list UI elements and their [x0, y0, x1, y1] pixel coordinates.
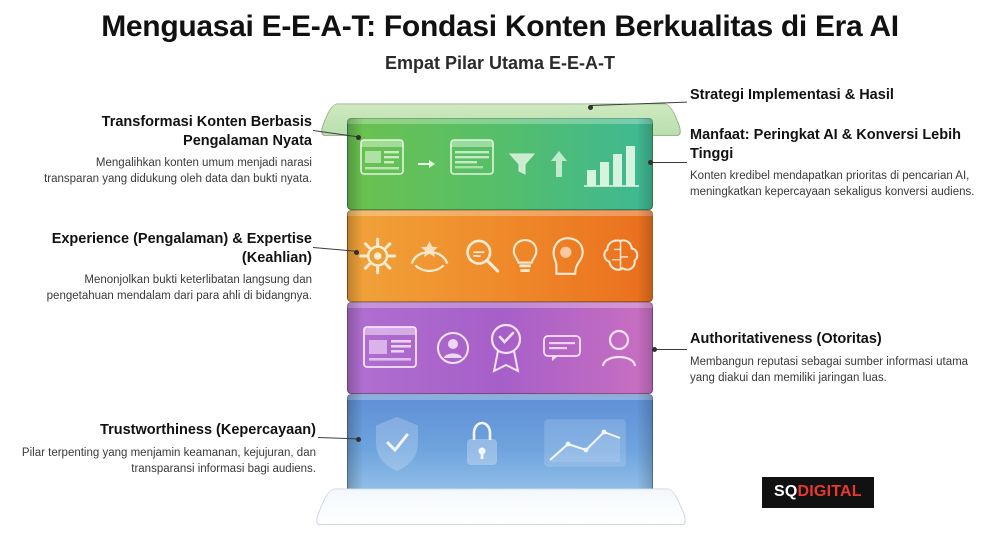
document-icon [449, 136, 495, 192]
callout-strategi-implementasi [690, 86, 980, 105]
callout-description: Mengalihkan konten umum menjadi narasi transparan yang didukung oleh data dan bukti nyata. [44, 157, 312, 186]
user-circle-icon [436, 331, 470, 365]
layer-rim [347, 394, 653, 400]
layer-icons [357, 402, 643, 486]
page-title: Menguasai E-E-A-T: Fondasi Konten Berkualitas di Era AI [101, 10, 899, 43]
callout-trustworthiness [18, 421, 316, 477]
layer-icons [357, 310, 643, 386]
award-ribbon-icon [486, 321, 526, 375]
head-profile-icon [547, 233, 590, 279]
leader-dot-authority [652, 347, 657, 352]
magnifier-icon [461, 234, 502, 278]
funnel-icon [507, 151, 537, 177]
callout-experience-expertise [40, 230, 312, 305]
callout-heading: Transformasi Konten Berbasis Pengalaman Nyata [101, 114, 312, 149]
page-subtitle: Empat Pilar Utama E-E-A-T [384, 53, 616, 73]
stack-layer-experience[interactable] [347, 118, 653, 210]
up-arrow-icon [548, 149, 570, 179]
leader-line-authority [655, 349, 687, 350]
gear-icon [357, 234, 398, 278]
callout-heading: Experience (Pengalaman) & Expertise (Keahlian) [51, 231, 312, 266]
user-profile-icon [599, 326, 639, 370]
brand-logo [762, 477, 874, 508]
callout-description: Membangun reputasi sebagai sumber informasi utama yang diakui dan memiliki jaringan luas. [690, 355, 969, 384]
bar-chart-icon [581, 138, 641, 190]
leader-line-manfaat [651, 162, 687, 163]
shield-icon [372, 415, 422, 473]
layer-rim [347, 118, 653, 124]
callout-authoritativeness [690, 330, 980, 386]
callout-heading: Manfaat: Peringkat AI & Konversi Lebih Tinggi [690, 127, 961, 162]
stack-layer-expertise[interactable] [347, 210, 653, 302]
callout-description: Konten kredibel mendapatkan prioritas di pencarian AI, meningkatkan kepercayaan sekaligus konversi audiens. [690, 170, 975, 199]
layer-rim [347, 302, 653, 308]
layer-rim [347, 210, 653, 216]
layer-icons [357, 126, 643, 202]
stack-layer-trustworthiness[interactable] [347, 394, 653, 494]
hands-icon [406, 234, 453, 278]
callout-heading: Authoritativeness (Otoritas) [690, 331, 882, 347]
callout-manfaat [690, 126, 982, 201]
callout-description: Menonjolkan bukti keterlibatan langsung dan pengetahuan mendalam dari para ahli di bidangnya. [46, 274, 312, 303]
leader-dot-transformasi [356, 135, 361, 140]
callout-heading: Trustworthiness (Kepercayaan) [100, 422, 316, 438]
logo-text-digital: DIGITAL [797, 483, 862, 500]
stack-base [313, 489, 690, 526]
browser-window-icon [361, 323, 419, 373]
document-icon [359, 136, 405, 192]
lock-icon [461, 418, 503, 470]
brain-icon [598, 233, 643, 279]
stack-layer-authoritativeness[interactable] [347, 302, 653, 394]
line-chart-icon [542, 416, 628, 472]
callout-transformasi-konten [40, 113, 312, 188]
eeat-stack [325, 92, 675, 522]
lightbulb-icon [511, 235, 539, 277]
callout-description: Pilar terpenting yang menjamin keamanan, kejujuran, dan transparansi informasi bagi audiens. [21, 446, 316, 475]
logo-text-sq: SQ [774, 483, 798, 500]
chat-bubble-icon [542, 333, 582, 363]
leader-dot-trust [356, 437, 361, 442]
leader-dot-experience [354, 250, 359, 255]
leader-dot-manfaat [648, 160, 653, 165]
layer-icons [357, 218, 643, 294]
callout-heading: Strategi Implementasi & Hasil [690, 87, 894, 103]
leader-dot-strategi [588, 105, 593, 110]
arrow-right-icon [416, 154, 438, 174]
